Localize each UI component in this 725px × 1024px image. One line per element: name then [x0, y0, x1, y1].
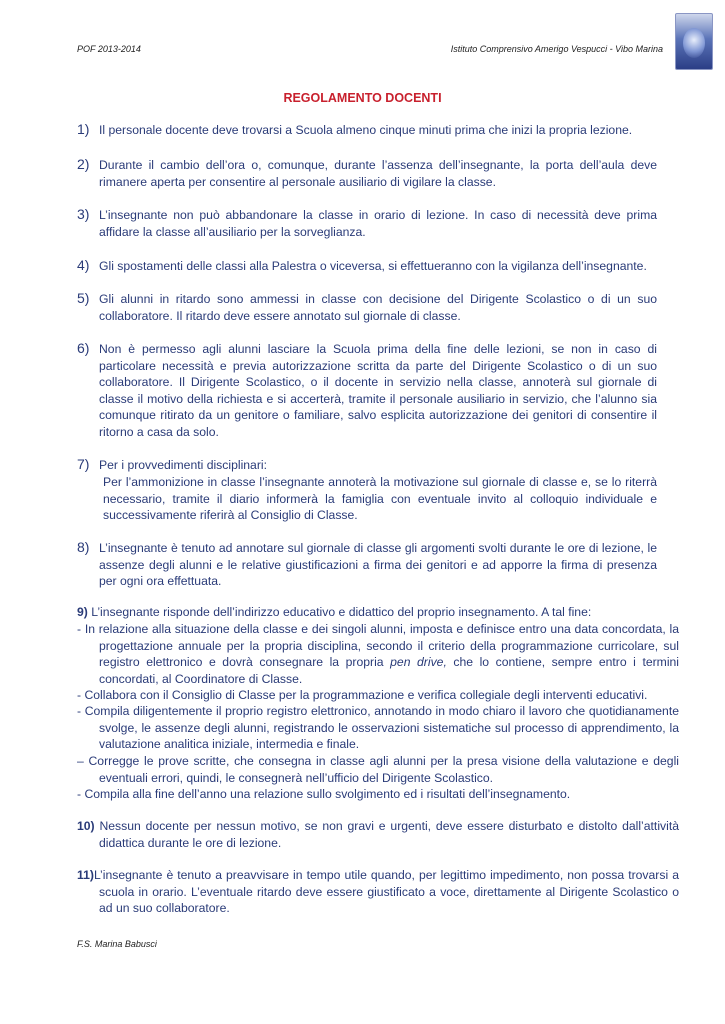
- header-right: Istituto Comprensivo Amerigo Vespucci - Vibo Marina: [450, 44, 663, 54]
- rule-9-bullet-2: - Collabora con il Consiglio di Classe per la programmazione e verifica collegiale degli interventi educativi.: [77, 688, 648, 702]
- header-left: POF 2013-2014: [77, 44, 141, 54]
- footer-signature: F.S. Marina Babusci: [77, 939, 157, 949]
- rule-9-bullet-1: - In relazione alla situazione della classe e dei singoli alunni, imposta e definisce entro una data concordata, la progettazione annuale per la propria disciplina, secondo il criterio della programmazione curricolare, sul registro elettronico e dovrà consegnare la propria pen drive, che lo contiene, sempre entro i termini concordati, al Coordinatore di Classe.: [77, 622, 680, 686]
- rule-10: 10) Nessun docente per nessun motivo, se non gravi e urgenti, deve essere disturbato e distolto dall’attività didattica durante le ore di lezione.: [77, 819, 679, 850]
- rule-9-intro: 9) L’insegnante risponde dell’indirizzo educativo e didattico del proprio insegnamento. A tal fine:: [77, 605, 592, 619]
- school-logo: [675, 13, 713, 70]
- rule-9-bullet-4: – Corregge le prove scritte, che consegna in classe agli alunni per la presa visione della valutazione e degli eventuali errori, quindi, le consegnerà nell’ufficio del Dirigente Scolastico.: [77, 754, 679, 785]
- rule-11: 11)L’insegnante è tenuto a preavvisare in tempo utile quando, per legittimo impedimento, non possa trovarsi a scuola in orario. L’eventuale ritardo deve essere giustificato a voce, direttamente al Dirigente Scolastico o ad un suo collaboratore.: [77, 868, 679, 916]
- page-title: REGOLAMENTO DOCENTI: [283, 91, 442, 105]
- rule-9-bullet-3: - Compila diligentemente il proprio registro elettronico, annotando in modo chiaro il lavoro che quotidianamente svolge, le assenze degli alunni, registrando le osservazioni sistematiche sul processo di apprendimento, la valutazione analitica iniziale, intermedia e finale.: [77, 704, 679, 752]
- rule-9-bullet-5: - Compila alla fine dell’anno una relazione sullo svolgimento ed i risultati dell’insegnamento.: [77, 787, 571, 801]
- rule-7-detail: Per l’ammonizione in classe l’insegnante annoterà la motivazione sul giornale di classe e, se lo riterrà necessario, tramite il diario informerà la famiglia con eventuale invito al colloquio individuale e successivamente riferirà al Consiglio di Classe.: [103, 475, 657, 523]
